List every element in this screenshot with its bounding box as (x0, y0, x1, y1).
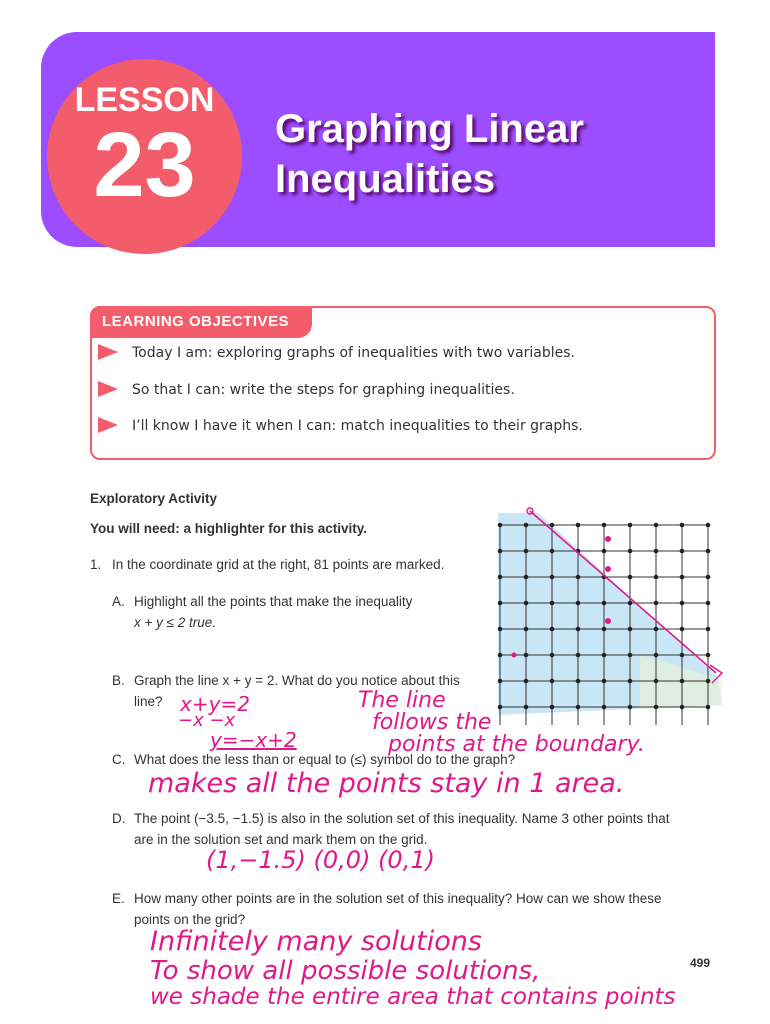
grid-point (498, 575, 503, 580)
grid-point (628, 627, 633, 632)
grid-point (706, 679, 711, 684)
grid-point (706, 653, 711, 658)
grid-point (680, 653, 685, 658)
handwritten-answer-b-3: points at the boundary. (388, 732, 645, 757)
part-b-text: Graph the line x + y = 2. What do you notice about this (134, 673, 460, 688)
grid-point (706, 705, 711, 710)
grid-point (680, 523, 685, 528)
grid-point (602, 679, 607, 684)
grid-point (628, 523, 633, 528)
part-letter: A. (112, 594, 125, 609)
grid-point (498, 627, 503, 632)
grid-point (576, 627, 581, 632)
handwritten-answer-e-3: we shade the entire area that contains points (150, 984, 676, 1010)
grid-point (550, 679, 555, 684)
handwritten-answer-e-1: Infinitely many solutions (150, 926, 482, 957)
handwritten-answer-c: makes all the points stay in 1 area. (148, 768, 625, 799)
grid-point (524, 549, 529, 554)
handwritten-answer-e-2: To show all possible solutions, (150, 956, 541, 986)
grid-point (524, 627, 529, 632)
handwritten-answer-b-1: The line (358, 688, 446, 713)
grid-point (706, 549, 711, 554)
grid-point (680, 601, 685, 606)
grid-point (680, 575, 685, 580)
activity-heading: Exploratory Activity (90, 491, 218, 506)
grid-point (602, 549, 607, 554)
grid-point (706, 627, 711, 632)
lesson-title (275, 104, 695, 204)
grid-point (524, 679, 529, 684)
arrow-bullet-icon (98, 344, 118, 360)
grid-point (628, 679, 633, 684)
handwritten-work-line-3: y=−x+2 (210, 728, 297, 752)
grid-point (524, 523, 529, 528)
grid-point (628, 653, 633, 658)
part-letter: C. (112, 752, 126, 767)
grid-point (680, 679, 685, 684)
grid-point (680, 549, 685, 554)
part-letter: D. (112, 811, 126, 826)
objective-item: So that I can: write the steps for graphing inequalities. (98, 382, 515, 398)
lesson-label: LESSON (74, 81, 215, 119)
arrow-bullet-icon (98, 417, 118, 433)
grid-point (602, 627, 607, 632)
grid-point (602, 601, 607, 606)
grid-point (550, 549, 555, 554)
grid-point (706, 523, 711, 528)
grid-point (524, 601, 529, 606)
grid-point (576, 653, 581, 658)
page-number: 499 (690, 956, 711, 970)
grid-point (524, 705, 529, 710)
lesson-number: 23 (93, 114, 196, 216)
grid-point (680, 705, 685, 710)
grid-point (576, 601, 581, 606)
grid-point (498, 679, 503, 684)
grid-point (576, 679, 581, 684)
part-b-text-2: line? (134, 694, 163, 709)
part-c-text: What does the less than or equal to (≤) symbol do to the graph? (134, 752, 516, 767)
part-a-text: Highlight all the points that make the inequality (134, 594, 413, 609)
title-line-1: Graphing Linear (275, 107, 584, 151)
grid-point (576, 575, 581, 580)
grid-point (550, 601, 555, 606)
grid-point (550, 523, 555, 528)
question-1-text: In the coordinate grid at the right, 81 points are marked. (112, 557, 445, 572)
part-letter: B. (112, 673, 125, 688)
part-e-text-2: points on the grid? (134, 912, 246, 927)
grid-point (706, 601, 711, 606)
grid-point (576, 523, 581, 528)
handwritten-answer-d: (1,−1.5) (0,0) (0,1) (206, 846, 435, 874)
title-line-2: Inequalities (275, 157, 496, 201)
handwritten-work-line-1: x+y=2 (180, 692, 250, 716)
grid-point (498, 653, 503, 658)
grid-point (602, 705, 607, 710)
grid-point (550, 653, 555, 658)
part-d-text: The point (−3.5, −1.5) is also in the solution set of this inequality. Name 3 other points that (134, 811, 670, 826)
learning-objectives-tab: LEARNING OBJECTIVES (90, 306, 312, 338)
grid-point (628, 601, 633, 606)
grid-point (654, 523, 659, 528)
grid-point (654, 549, 659, 554)
grid-point (680, 627, 685, 632)
grid-point (550, 627, 555, 632)
coordinate-grid (490, 505, 730, 725)
grid-point (524, 653, 529, 658)
grid-point (654, 705, 659, 710)
grid-point (654, 679, 659, 684)
marked-point (605, 536, 611, 542)
objective-item: Today I am: exploring graphs of inequalities with two variables. (98, 345, 575, 361)
grid-point (550, 705, 555, 710)
handwritten-answer-b-2: follows the (372, 710, 492, 735)
grid-point (628, 549, 633, 554)
marked-point (605, 618, 611, 624)
part-a-inequality: x + y ≤ 2 true. (134, 615, 217, 630)
grid-point (498, 601, 503, 606)
grid-point (576, 705, 581, 710)
grid-point (706, 575, 711, 580)
handwritten-work-line-2: −x −x (178, 710, 236, 731)
grid-point (602, 653, 607, 658)
arrow-bullet-icon (98, 381, 118, 397)
part-letter: E. (112, 891, 125, 906)
grid-point (628, 705, 633, 710)
grid-point (524, 575, 529, 580)
grid-point (654, 653, 659, 658)
lesson-badge (47, 59, 242, 254)
grid-point (602, 523, 607, 528)
part-e-text: How many other points are in the solution set of this inequality? How can we show these (134, 891, 662, 906)
grid-point (498, 523, 503, 528)
grid-point (628, 575, 633, 580)
objective-item: I’ll know I have it when I can: match inequalities to their graphs. (98, 418, 583, 434)
grid-point (498, 549, 503, 554)
marked-point (605, 566, 611, 572)
part-d-text-2: are in the solution set and mark them on the grid. (134, 832, 428, 847)
grid-point (550, 575, 555, 580)
question-number: 1. (90, 557, 102, 572)
materials-needed: You will need: a highlighter for this activity. (90, 521, 368, 536)
grid-point (498, 705, 503, 710)
grid-point (654, 627, 659, 632)
grid-point (654, 601, 659, 606)
grid-point (654, 575, 659, 580)
marked-point (512, 653, 517, 658)
